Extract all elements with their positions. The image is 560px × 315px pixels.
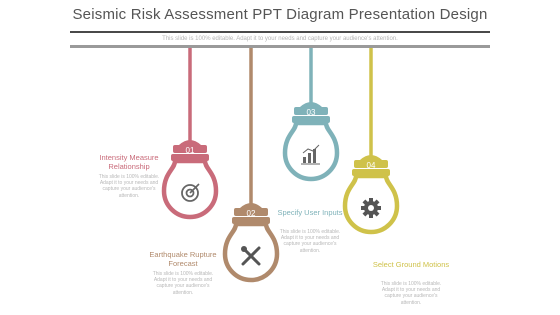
bulb-2-number: 02 — [246, 209, 256, 218]
gear-icon — [361, 198, 381, 218]
bulb-4-label: Select Ground Motions — [372, 260, 450, 269]
bulb-3-label: Specify User Inputs — [277, 208, 343, 217]
bulb-2-label: Earthquake Rupture Forecast — [149, 250, 217, 268]
bulb-3-description: This slide is 100% editable. Adapt it to your needs and capture your audience's attention. — [279, 229, 341, 254]
bulb-2 — [225, 48, 277, 280]
bulb-3-number: 03 — [306, 108, 316, 117]
page-subtitle: This slide is 100% editable. Adapt it to your needs and capture your audience's attention. — [162, 36, 398, 42]
page-title: Seismic Risk Assessment PPT Diagram Presentation Design — [72, 6, 488, 23]
bulb-2-description: This slide is 100% editable. Adapt it to your needs and capture your audience's attention. — [152, 271, 214, 296]
bulb-4 — [345, 48, 397, 232]
bulb-4-description: This slide is 100% editable. Adapt it to your needs and capture your audience's attention. — [380, 281, 442, 306]
bulb-1-number: 01 — [185, 146, 195, 155]
bulb-4-number: 04 — [366, 161, 376, 170]
bulb-1 — [164, 48, 216, 217]
bulb-1-label: Intensity Measure Relationship — [99, 153, 159, 171]
bulb-3 — [285, 48, 337, 179]
bulb-1-description: This slide is 100% editable. Adapt it to your needs and capture your audience's attention. — [98, 174, 160, 199]
